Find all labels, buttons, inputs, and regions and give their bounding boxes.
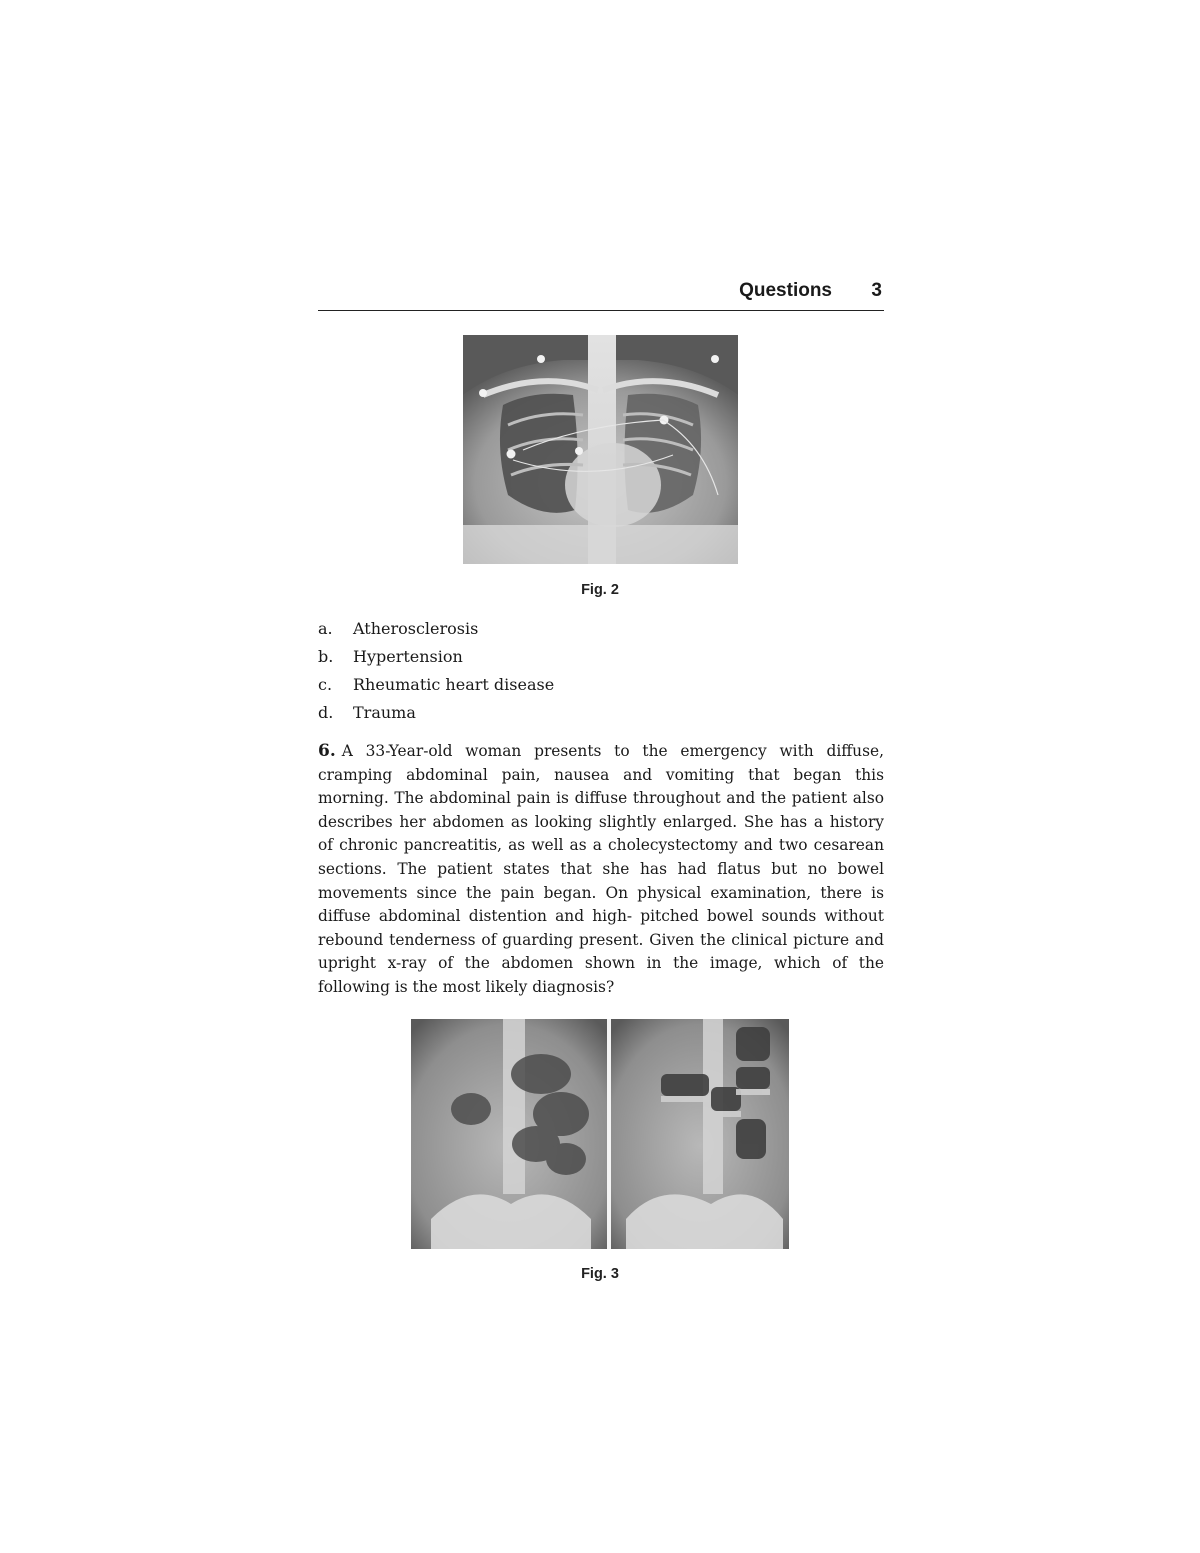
option-letter: a.	[318, 619, 333, 638]
answer-options	[318, 619, 884, 731]
option-d	[318, 703, 884, 731]
question-number: 6.	[318, 741, 336, 761]
option-text: Trauma	[353, 703, 416, 722]
option-letter: b.	[318, 647, 334, 666]
option-text: Rheumatic heart disease	[353, 675, 555, 694]
figure-2-caption: Fig. 2	[581, 582, 619, 598]
page-number: 3	[871, 280, 882, 301]
question-6	[318, 740, 884, 1000]
option-letter: d.	[318, 703, 334, 722]
option-text: Hypertension	[353, 647, 463, 666]
running-head	[318, 278, 884, 311]
question-text: A 33-Year-old woman presents to the emergency with diffuse, cramping abdominal pain, nausea and vomiting that began this morning. The abdominal pain is diffuse throughout and the patient also describes her abdomen as looking slightly enlarged. She has a history of chronic pancreatitis, as well as a cholecystectomy and two cesarean sections. The patient states that she has had flatus but no bowel movements since the pain began. On physical examination, there is diffuse abdominal distention and high- pitched bowel sounds without rebound tenderness of guarding present. Given the clinical picture and upright x-ray of the abdomen shown in the image, which of the following is the most likely diagnosis?	[318, 742, 884, 996]
figure-3-caption: Fig. 3	[581, 1266, 619, 1282]
option-a	[318, 619, 884, 647]
running-head-title: Questions	[739, 280, 832, 301]
chest-xray-image	[463, 335, 738, 564]
option-letter: c.	[318, 675, 333, 694]
abdominal-xray-image	[411, 1019, 789, 1249]
option-c	[318, 675, 884, 703]
option-b	[318, 647, 884, 675]
option-text: Atherosclerosis	[353, 619, 479, 638]
